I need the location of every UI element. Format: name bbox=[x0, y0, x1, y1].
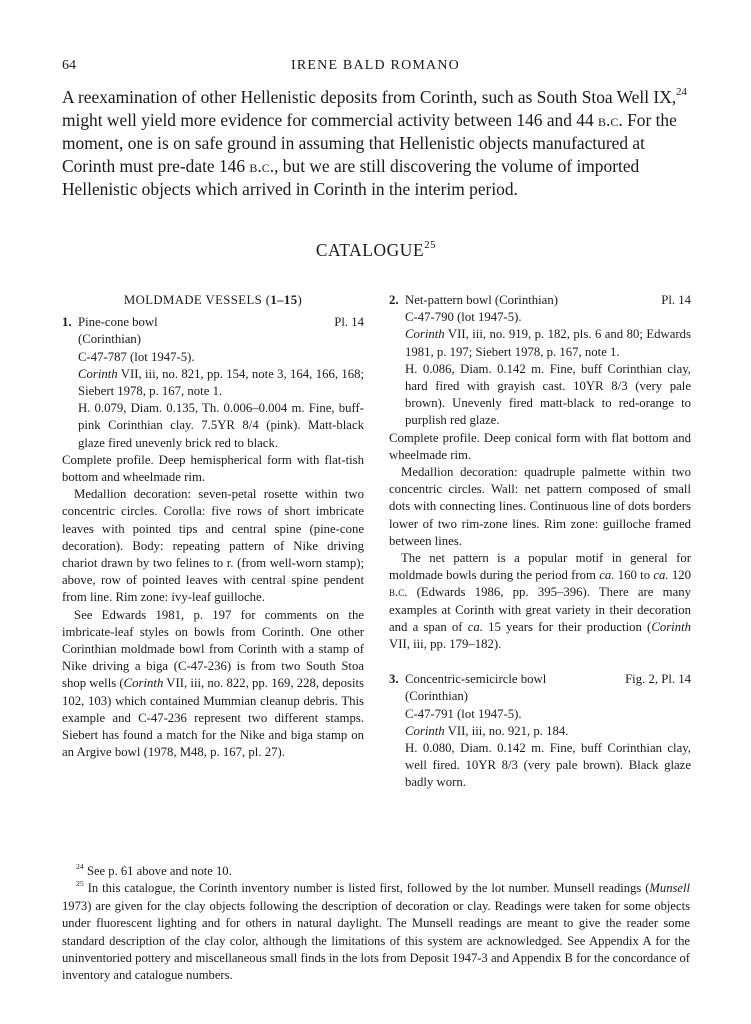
footnotes bbox=[62, 863, 690, 985]
journal-title: Corinth bbox=[651, 619, 691, 634]
plate-reference: Pl. 14 bbox=[661, 293, 691, 307]
entry-subtitle: (Corinthian) bbox=[405, 689, 469, 704]
bibliography-text: VII, iii, no. 919, p. 182, pls. 6 and 80; Edwards 1981, p. 197; Siebert 1978, p. 167, note 1. bbox=[405, 327, 691, 359]
entry-title: Pine-cone bowl bbox=[78, 315, 158, 330]
entry-subtitle: (Corinthian) bbox=[78, 332, 142, 347]
decoration-description: Medallion decoration: seven-petal rosette within two concentric circles. Corolla: five rows of short imbricate leaves with pointed tips and central spine (pine-cone decoration). Body: repeating pattern of Nike driving chariot drawn by two felines to r. (from well-worn stamp); above, row of pointed leaves with central spine pendent from line. Rim zone: ivy-leaf guilloche. bbox=[62, 487, 364, 605]
journal-title: Corinth bbox=[405, 327, 445, 342]
dimensions: H. 0.080, Diam. 0.142 m. Fine, buff Corinthian clay, well fired. 10YR 8/3 (very pale brown). Black glaze badly worn. bbox=[405, 741, 691, 790]
bibliography bbox=[62, 366, 364, 400]
profile-description: Complete profile. Deep hemispherical form with flat-tish bottom and wheelmade rim. bbox=[62, 452, 364, 485]
dimensions: H. 0.079, Diam. 0.135, Th. 0.006–0.004 m. Fine, buff-pink Corinthian clay. 7.5YR 8/4 (pink). Matt-black glaze fired unevenly brick red to black. bbox=[78, 401, 364, 450]
bibliography bbox=[389, 723, 691, 740]
entry-title: Concentric-semicircle bowl bbox=[405, 672, 547, 687]
journal-title: Corinth bbox=[405, 723, 445, 738]
circa-abbrev: ca. bbox=[599, 568, 615, 583]
entry-head bbox=[389, 292, 691, 309]
commentary bbox=[389, 550, 691, 653]
entry-number: 3. bbox=[389, 672, 399, 687]
commentary-text: VII, iii, pp. 179–182). bbox=[389, 637, 502, 652]
footnote-number: 24 bbox=[76, 862, 84, 872]
plate-reference: Pl. 14 bbox=[334, 315, 364, 330]
commentary-text: 120 bbox=[668, 568, 692, 583]
intro-text: A reexamination of other Hellenistic deposits from Corinth, such as South Stoa Well IX, bbox=[62, 87, 677, 107]
right-column bbox=[389, 292, 691, 792]
catalogue-heading bbox=[62, 240, 690, 261]
intro-paragraph bbox=[62, 86, 690, 201]
profile-description: Complete profile. Deep conical form with flat bottom and wheelmade rim. bbox=[389, 430, 691, 462]
catalogue-entry-2 bbox=[389, 292, 691, 653]
inventory-number: C-47-790 (lot 1947-5). bbox=[405, 310, 522, 325]
catalogue-entry-3 bbox=[389, 671, 691, 791]
footnote-ref-25[interactable]: 25 bbox=[424, 239, 437, 252]
era-abbrev: b.c. bbox=[389, 585, 408, 600]
catalogue-entry-1 bbox=[62, 314, 364, 761]
footnote-text: 1973) are given for the clay objects following the description of decoration or clay. Readings were taken for some objects under fluorescent lighting and for others in natural daylight. The Munsell readings are meant to give the reader some standard description of the clay color, although the limitations of this system are acknowledged. See Appendix A for the uninventoried pottery and miscellaneous small finds in the lots from Deposit 1947-3 and Appendix B for the concordance of inventory and catalogue numbers. bbox=[62, 898, 690, 983]
journal-title: Corinth bbox=[123, 676, 164, 691]
footnote-25 bbox=[62, 880, 690, 984]
section-heading-text: MOLDMADE VESSELS ( bbox=[123, 293, 271, 307]
catalogue-title: CATALOGUE bbox=[315, 240, 425, 260]
commentary-text: (Edwards 1986, pp. 395–396). There are many examples at Corinth with great variety in their decoration and a span of bbox=[389, 585, 691, 634]
intro-text: might well yield more evidence for commercial activity between 146 and 44 bbox=[62, 110, 599, 130]
dimensions: H. 0.086, Diam. 0.142 m. Fine, buff Corinthian clay, hard fired with grayish cast. 10YR 8/3 (very pale brown). Unevenly fired matt-black to red-orange to purplish red glaze. bbox=[405, 361, 691, 428]
footnote-number: 25 bbox=[76, 879, 84, 889]
circa-abbrev: ca. bbox=[653, 568, 669, 583]
entry-title: Net-pattern bowl (Corinthian) bbox=[405, 293, 558, 307]
journal-title: Corinth bbox=[78, 366, 118, 381]
running-title: IRENE BALD ROMANO bbox=[291, 58, 460, 73]
page-number: 64 bbox=[62, 58, 76, 73]
reference-title: Munsell bbox=[649, 881, 690, 896]
intro-text: For the moment, one is on safe ground in assuming that Hellenistic objects manufactured at Corinth must pre-date 146 bbox=[62, 110, 677, 176]
running-head bbox=[62, 58, 689, 78]
entry-head bbox=[62, 314, 364, 331]
era-abbrev: b.c. bbox=[598, 110, 623, 130]
inventory-number: C-47-787 (lot 1947-5). bbox=[78, 349, 195, 364]
entry-spacer bbox=[389, 653, 691, 671]
footnote-ref-24[interactable]: 24 bbox=[676, 86, 687, 99]
footnote-text: In this catalogue, the Corinth inventory number is listed first, followed by the lot number. Munsell readings ( bbox=[83, 881, 650, 896]
commentary-text: 15 years for their production ( bbox=[482, 619, 652, 634]
intro-text: , but we are still discovering the volume of imported Hellenistic objects which arrived in Corinth in the interim period. bbox=[62, 156, 640, 199]
entry-number: 2. bbox=[389, 293, 399, 307]
bibliography-text: VII, iii, no. 921, p. 184. bbox=[444, 723, 569, 738]
section-heading bbox=[62, 292, 364, 309]
commentary-text: VII, iii, no. 822, pp. 169, 228, deposits 102, 103) which contained Mummian cleanup debris. This example and C-47-236 represent two different stamps. Siebert has found a match for the Nike and biga stamp on an Argive bowl (1978, M48, p. 167, pl. 27). bbox=[62, 676, 365, 760]
left-column bbox=[62, 292, 364, 761]
commentary-text: See Edwards 1981, p. 197 for comments on the imbricate-leaf styles on bowls from Corinth. One other Corinthian moldmade bowl from Corinth with a stamp of Nike driving a biga (C-47-236) is from two South Stoa shop wells ( bbox=[62, 607, 364, 691]
decoration-description: Medallion decoration: quadruple palmette within two concentric circles. Wall: net pattern composed of small dots with connecting lines. Continuous line of dots borders lower of two rim-zone lines. Rim zone: guilloche framed between lines. bbox=[389, 465, 691, 548]
section-heading-text: ) bbox=[297, 293, 303, 307]
entry-head bbox=[389, 671, 691, 688]
footnote-24 bbox=[62, 863, 690, 880]
bibliography-text: VII, iii, no. 821, pp. 154, note 3, 164, 166, 168; Siebert 1978, p. 167, note 1. bbox=[78, 366, 364, 399]
era-abbrev: b.c. bbox=[249, 156, 275, 176]
footnote-text: See p. 61 above and note 10. bbox=[83, 864, 232, 878]
entry-number: 1. bbox=[62, 315, 72, 330]
section-range: 1–15 bbox=[270, 293, 298, 307]
commentary-text: 160 to bbox=[614, 568, 654, 583]
inventory-number: C-47-791 (lot 1947-5). bbox=[405, 706, 522, 721]
bibliography bbox=[389, 326, 691, 360]
plate-reference: Fig. 2, Pl. 14 bbox=[625, 672, 691, 687]
circa-abbrev: ca. bbox=[467, 619, 483, 634]
commentary-text: The net pattern is a popular motif in general for moldmade bowls during the period from bbox=[389, 551, 691, 583]
commentary bbox=[62, 607, 364, 762]
